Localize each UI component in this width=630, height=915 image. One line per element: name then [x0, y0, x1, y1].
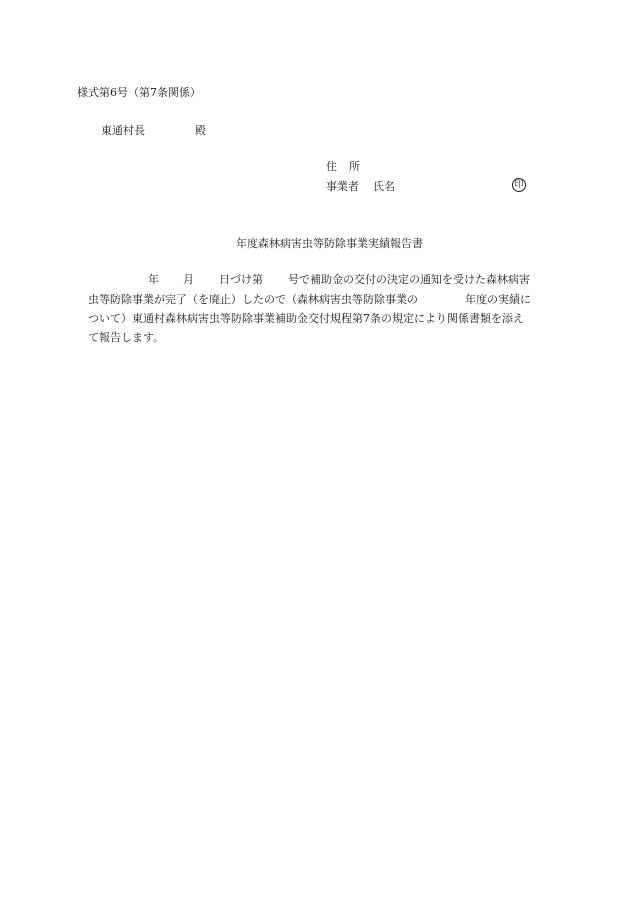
- address-label-right: 所: [349, 160, 360, 173]
- body-line-1: 号で補助金の交付の決定の通知を受けた森林病害: [288, 273, 530, 286]
- year-label: 年: [148, 273, 159, 286]
- body-line-3: ついて）東通村森林病害虫等防除事業補助金交付規程第7条の規定により関係書類を添え: [88, 312, 524, 325]
- day-label: 日づけ第: [219, 273, 263, 286]
- report-title: 年度森林病害虫等防除事業実績報告書: [236, 237, 423, 250]
- address-label-left: 住: [326, 160, 337, 173]
- addressee-honorific: 殿: [195, 124, 206, 137]
- body-line-2b: 年度の実績に: [465, 293, 531, 306]
- address-label: [326, 161, 360, 172]
- name-label: 氏名: [373, 180, 395, 193]
- body-line-2a: 虫等防除事業が完了（を廃止）したので（森林病害虫等防除事業の: [88, 293, 418, 306]
- addressee-name: 東通村長: [101, 124, 145, 137]
- month-label: 月: [183, 273, 194, 286]
- body-line-4: て報告します。: [88, 331, 165, 344]
- form-number: 様式第6号（第7条関係）: [77, 86, 201, 99]
- operator-label: 事業者: [326, 180, 359, 193]
- seal-icon: 印: [512, 178, 526, 192]
